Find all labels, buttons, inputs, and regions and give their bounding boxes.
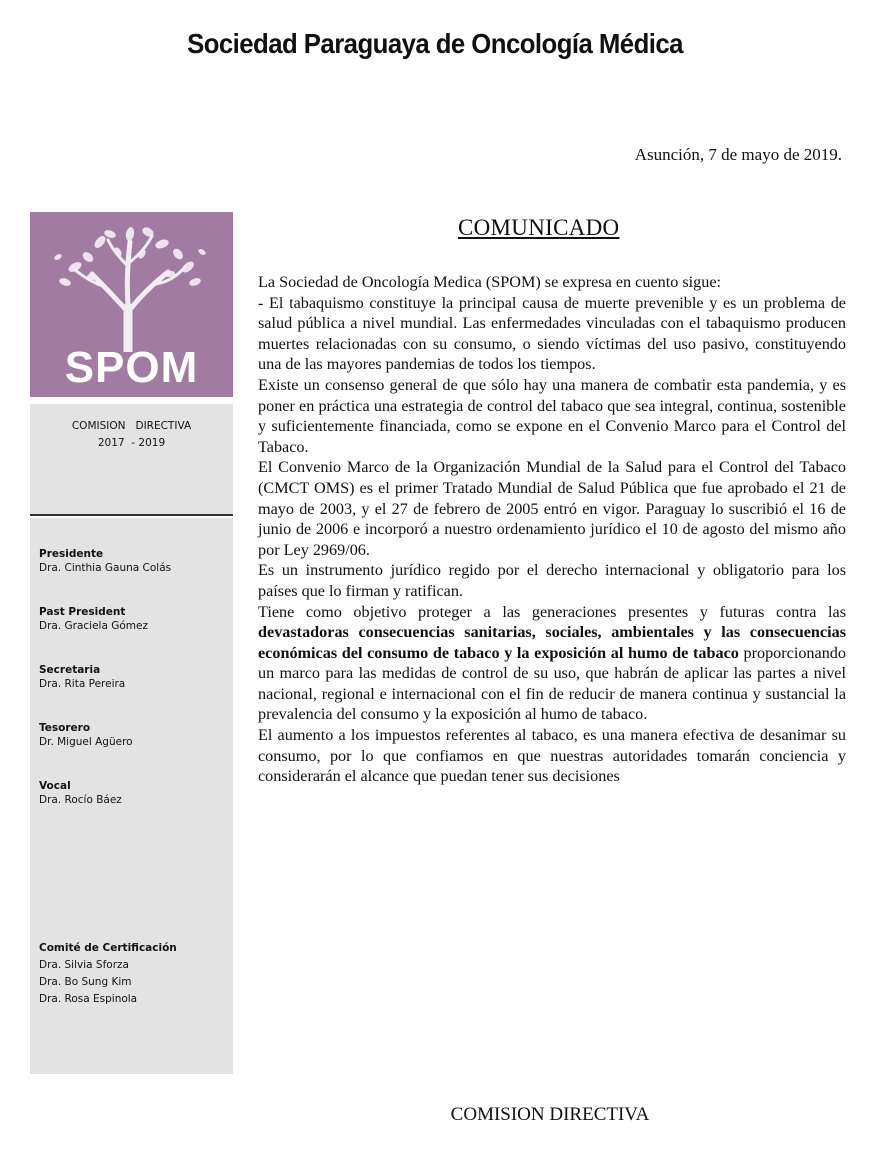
paragraph: - El tabaquismo constituye la principal causa de muerte prevenible y es un problema de salud pública a nivel mundial. Las enfermedades vinculadas con el tabaquismo producen muertes relacionadas con su consumo, o siendo víctimas del uso pasivo, constituyendo una de las mayores pandemias de todos los tiempos. xyxy=(258,293,846,374)
member-name: Dra. Cinthia Gauna Colás xyxy=(39,562,172,574)
tree-logo-icon xyxy=(30,212,233,352)
member-secretary xyxy=(39,664,125,690)
certification-role: Comité de Certificación xyxy=(39,942,177,954)
paragraph-text: proporcionando un marco para las medidas de control de su uso, que habrán de aplicar las partes a nivel nacional, regional e internacional con el fin de reducir de manera continua y sustancial la prevalencia del consumo y la exposición al humo de tabaco. xyxy=(258,643,846,724)
document-date: Asunción, 7 de mayo de 2019. xyxy=(634,145,842,164)
document-body xyxy=(258,272,846,787)
certification-member: Dra. Silvia Sforza xyxy=(39,959,129,971)
committee-title: COMISION DIRECTIVA xyxy=(71,420,192,432)
paragraph-bold-text: devastadoras consecuencias sanitarias, sociales, ambientales y las consecuencias económicas del consumo de tabaco y la exposición al humo de tabaco xyxy=(258,623,846,662)
committee-years: 2017 - 2019 xyxy=(97,437,166,449)
member-name: Dr. Miguel Agüero xyxy=(39,736,133,748)
member-name: Dra. Rocío Báez xyxy=(39,794,122,806)
member-name: Dra. Rita Pereira xyxy=(39,678,126,690)
paragraph: La Sociedad de Oncología Medica (SPOM) se expresa en cuento sigue: xyxy=(258,273,722,291)
committee-header xyxy=(30,404,233,516)
member-name: Dra. Graciela Gómez xyxy=(39,620,148,632)
certification-committee xyxy=(39,940,177,1008)
paragraph: Es un instrumento jurídico regido por el derecho internacional y obligatorio para los países que lo firman y ratifican. xyxy=(258,561,846,600)
spom-logo xyxy=(30,212,233,397)
member-role: Vocal xyxy=(39,780,71,792)
paragraph: Existe un consenso general de que sólo hay una manera de combatir esta pandemia, y es poner en práctica una estrategia de control del tabaco que sea integral, continua, sostenible y suficientemente financiada, como se expone en el Convenio Marco para el Control del Tabaco. xyxy=(258,375,846,456)
member-past-president xyxy=(39,606,148,632)
logo-text: SPOM xyxy=(64,343,199,392)
member-treasurer xyxy=(39,722,133,748)
paragraph: El aumento a los impuestos referentes al tabaco, es una manera efectiva de desanimar su consumo, por lo que confiamos en que nuestras autoridades tomarán conciencia y considerarán el alcance que puedan tener sus decisiones xyxy=(258,726,846,786)
member-president xyxy=(39,548,171,574)
paragraph-text: Tiene como objetivo proteger a las generaciones presentes y futuras contra las xyxy=(258,602,846,621)
signature: COMISION DIRECTIVA xyxy=(450,1104,650,1125)
sidebar xyxy=(30,212,233,1074)
paragraph: El Convenio Marco de la Organización Mundial de la Salud para el Control del Tabaco (CMCT OMS) es el primer Tratado Mundial de Salud Pública que fue aprobado el 21 de mayo de 2003, y el 27 de febrero de 2005 entró en vigor. Paraguay lo suscribió el 16 de junio de 2006 e incorporó a nuestro ordenamiento jurídico el 10 de agosto del mismo año por Ley 2969/06. xyxy=(258,458,846,559)
members-list xyxy=(30,518,233,1074)
member-role: Presidente xyxy=(39,548,104,560)
member-role: Secretaria xyxy=(39,664,101,676)
certification-member: Dra. Rosa Espinola xyxy=(39,993,138,1005)
member-role: Tesorero xyxy=(39,722,91,734)
paragraph xyxy=(258,602,846,726)
member-vocal xyxy=(39,780,122,806)
document-heading: COMUNICADO xyxy=(458,215,620,240)
organization-title: Sociedad Paraguaya de Oncología Médica xyxy=(187,28,683,59)
certification-member: Dra. Bo Sung Kim xyxy=(39,976,132,988)
member-role: Past President xyxy=(39,606,126,618)
